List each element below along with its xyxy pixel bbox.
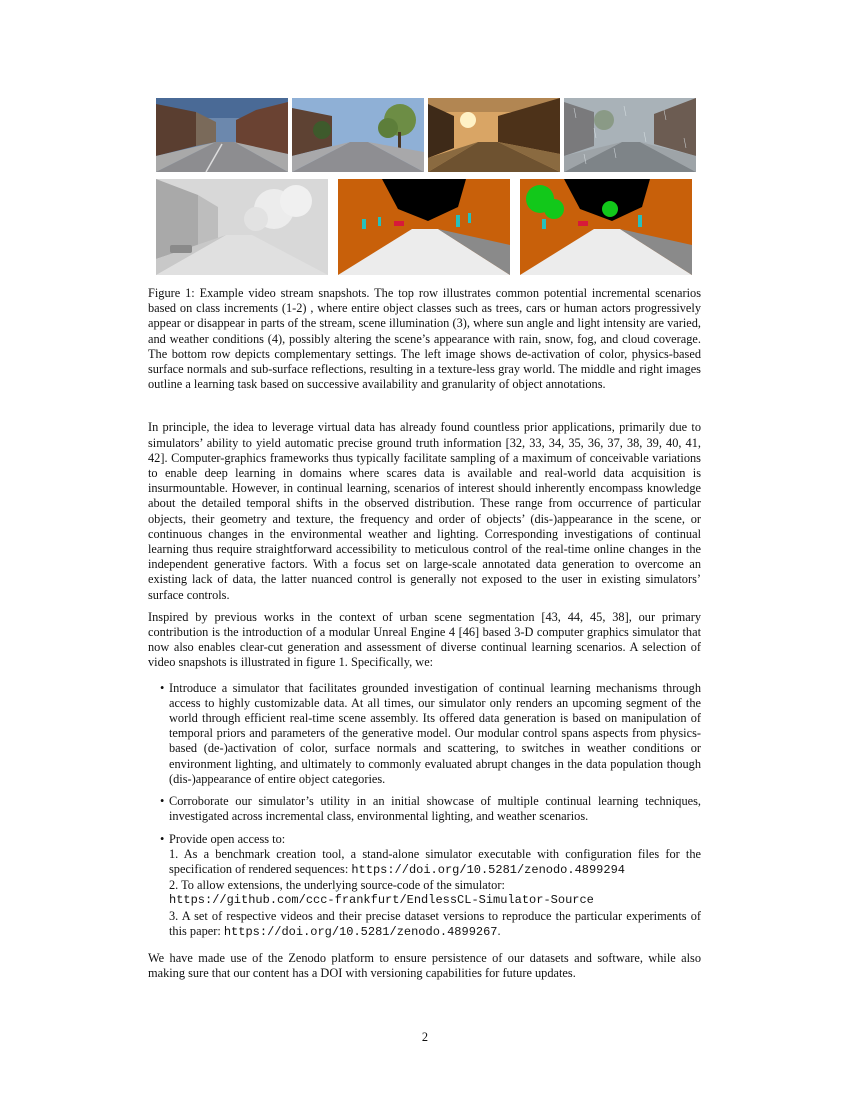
segmentation-mask-coarse-image xyxy=(338,179,510,275)
github-link-source[interactable]: https://github.com/ccc-frankfurt/EndlessCL-Simulator-Source xyxy=(169,893,594,908)
figure-caption: Figure 1: Example video stream snapshots. The top row illustrates common potential incremental scenarios based on class increments (1-2) , where entire object classes such as trees, cars or human actors progressively appear or disappear in parts of the stream, scene illumination (3), where sun angle and light intensity are varied, and weather conditions (4), possibly altering the scene’s appearance with rain, snow, fog, and cloud coverage. The bottom row depicts complementary settings. The left image shows de-activation of color, physics-based surface normals and sub-surface reflections, resulting in a texture-less gray world. The middle and right images outline a learning task based on successive availability and granularity of object annotations. xyxy=(148,286,701,392)
contribution-list xyxy=(148,681,701,940)
resource-item-1: 1. As a benchmark creation tool, a stand-alone simulator executable with configuration files for the specification of rendered sequences: https://doi.org/10.5281/zenodo.4899294 xyxy=(169,846,701,877)
segmentation-mask-fine-image xyxy=(520,179,692,275)
street-scene-rain-image xyxy=(564,98,696,172)
paper-page xyxy=(148,98,701,994)
resource-item-3: 3. A set of respective videos and their precise dataset versions to reproduce the particular experiments of this paper: https://doi.org/10.5281/zenodo.4899267. xyxy=(169,908,701,939)
figure-top-row xyxy=(156,98,701,172)
street-scene-sunset-image xyxy=(428,98,560,172)
figure-1 xyxy=(148,98,701,392)
page-number: 2 xyxy=(421,1030,429,1044)
bullet-text: Introduce a simulator that facilitates grounded investigation of continual learning mechanisms through access to highly customizable data. At all times, our simulator only renders an upcoming segment of the world through efficient real-time scene assembly. Its offered data generation is based on manipulation of temporal priors and parameters of the generative model. Our modular control spans aspects from physics-based (de-)activation of color, surface normals and scattering, to switches in weather conditions or environment lighting, and ultimately to commonly evaluated abrupt changes in the data population though (dis-)appearance of entire object categories. xyxy=(169,680,701,786)
paragraph-zenodo: We have made use of the Zenodo platform to ensure persistence of our datasets and software, while also making sure that our content has a DOI with versioning capabilities for future updates. xyxy=(148,950,701,981)
list-item xyxy=(148,681,701,787)
list-item xyxy=(148,832,701,940)
list-item xyxy=(148,794,701,824)
street-scene-buildings-image xyxy=(156,98,288,172)
gray-world-scene-image xyxy=(156,179,328,275)
paragraph-intro: In principle, the idea to leverage virtual data has already found countless prior applications, primarily due to simulators’ ability to yield automatic precise ground truth information [32, 33, 34, 35, 36, 37, 38, 39, 40, 41, 42]. Computer-graphics frameworks thus typically facilitate sampling of a maximum of conceivable variations to enable deep learning in domains where scares data is available and real-world data acquisition is insurmountable. However, in continual learning, scenarios of interest should inherently encompass knowledge about the detailed temporal shifts in the observed distribution. These range from occurrence of particular objects, their geometry and texture, the frequency and order of objects’ (dis-)appearance in the scene, or continuous changes in the environmental weather and lighting. Corresponding investigations of continual learning thus require straightforward accessibility to meticulous control of the real-time online changes in the independent generative factors. With a focus set on large-scale annotated data generation to overcome an existing lack of data, the latter nuanced control is generally not exposed to the user in existing simulators’ surface controls. xyxy=(148,420,701,602)
figure-bottom-row xyxy=(156,179,701,275)
bullet-icon: • xyxy=(160,680,165,695)
paragraph-contribution: Inspired by previous works in the context of urban scene segmentation [43, 44, 45, 38], our primary contribution is the introduction of a modular Unreal Engine 4 [46] based 3-D computer graphics simulator that now also enables clear-cut generation and assessment of diverse continual learning scenarios. A selection of video snapshots is illustrated in figure 1. Specifically, we: xyxy=(148,609,701,670)
resource-item-2: 2. To allow extensions, the underlying source-code of the simulator: https://github.com/ccc-frankfurt/EndlessCL-Simulator-Source xyxy=(169,878,701,908)
zenodo-link-dataset[interactable]: https://doi.org/10.5281/zenodo.4899267 xyxy=(223,924,498,939)
bullet-text: Provide open access to: xyxy=(169,831,286,846)
bullet-text: Corroborate our simulator’s utility in an initial showcase of multiple continual learning techniques, investigated across incremental class, environmental lighting, and weather scenarios. xyxy=(169,794,701,824)
bullet-icon: • xyxy=(160,794,165,809)
street-scene-trees-image xyxy=(292,98,424,172)
zenodo-link-simulator[interactable]: https://doi.org/10.5281/zenodo.4899294 xyxy=(351,862,625,877)
bullet-icon: • xyxy=(160,831,165,846)
